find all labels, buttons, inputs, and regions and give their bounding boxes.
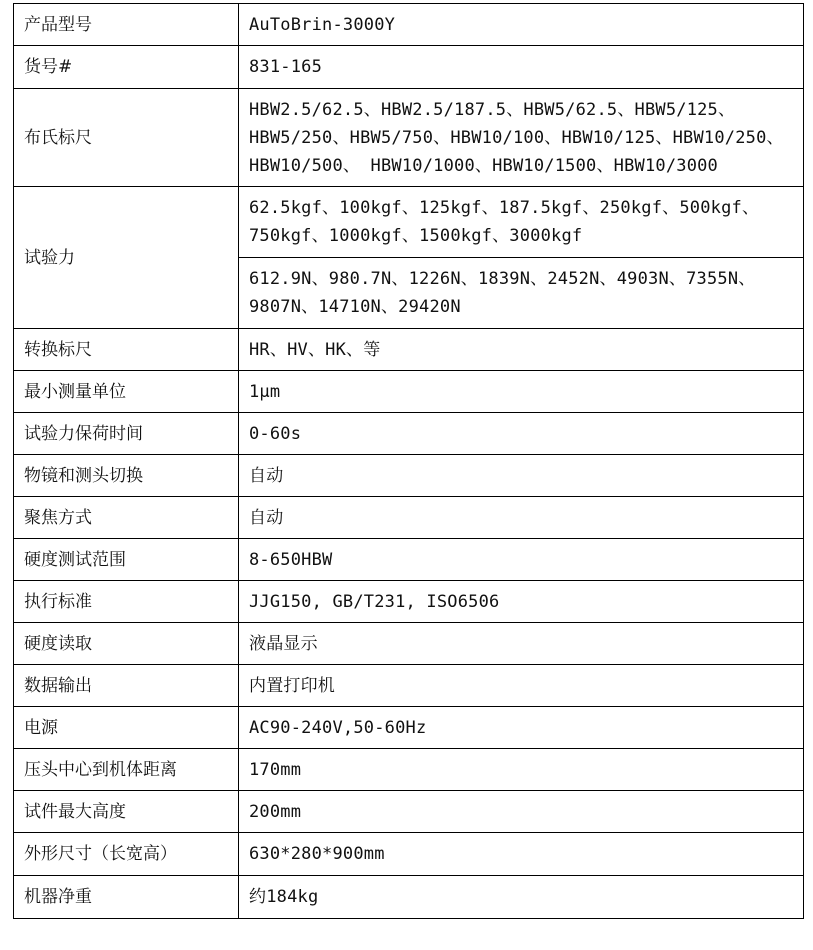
row-value: 8-650HBW <box>239 539 804 581</box>
row-label: 最小测量单位 <box>14 371 239 413</box>
row-label: 数据输出 <box>14 665 239 707</box>
row-label: 执行标准 <box>14 581 239 623</box>
row-value-kgf <box>239 187 804 258</box>
row-label: 硬度读取 <box>14 623 239 665</box>
row-label: 外形尺寸（长宽高） <box>14 833 239 876</box>
table-row <box>14 707 804 749</box>
row-label: 布氏标尺 <box>14 89 239 187</box>
table-row <box>14 749 804 791</box>
row-value: 200mm <box>239 791 804 833</box>
row-value: 内置打印机 <box>239 665 804 707</box>
value-line: HBW5/250、HBW5/750、HBW10/100、HBW10/125、HBW10/250、 <box>249 127 784 148</box>
row-label: 物镜和测头切换 <box>14 455 239 497</box>
value-line: 9807N、14710N、29420N <box>249 297 461 317</box>
row-label: 试验力保荷时间 <box>14 413 239 455</box>
spec-table <box>13 3 804 919</box>
table-row <box>14 497 804 539</box>
table-row <box>14 581 804 623</box>
row-value: JJG150, GB/T231, ISO6506 <box>239 581 804 623</box>
row-value: HR、HV、HK、等 <box>239 329 804 371</box>
table-row <box>14 539 804 581</box>
table-row <box>14 371 804 413</box>
table-row <box>14 329 804 371</box>
value-line: 612.9N、980.7N、1226N、1839N、2452N、4903N、7355N、 <box>249 269 756 289</box>
row-label: 货号# <box>14 46 239 89</box>
table-row <box>14 623 804 665</box>
row-label: 产品型号 <box>14 4 239 46</box>
row-label: 聚焦方式 <box>14 497 239 539</box>
row-value: 液晶显示 <box>239 623 804 665</box>
row-value: AuToBrin-3000Y <box>239 4 804 46</box>
table-row <box>14 455 804 497</box>
table-row <box>14 187 804 258</box>
row-value: 170mm <box>239 749 804 791</box>
value-line: 62.5kgf、100kgf、125kgf、187.5kgf、250kgf、500kgf、 <box>249 198 760 218</box>
row-value: 0-60s <box>239 413 804 455</box>
value-line: 750kgf、1000kgf、1500kgf、3000kgf <box>249 226 583 246</box>
value-line: HBW10/500、 HBW10/1000、HBW10/1500、HBW10/3000 <box>249 155 718 176</box>
row-label: 试验力 <box>14 187 239 329</box>
row-value: 630*280*900mm <box>239 833 804 876</box>
row-label: 机器净重 <box>14 876 239 919</box>
row-value: 1μm <box>239 371 804 413</box>
value-line: HBW2.5/62.5、HBW2.5/187.5、HBW5/62.5、HBW5/125、 <box>249 99 736 120</box>
table-row <box>14 665 804 707</box>
row-value <box>239 89 804 187</box>
table-row <box>14 89 804 187</box>
row-value: AC90-240V,50-60Hz <box>239 707 804 749</box>
row-value: 831-165 <box>239 46 804 89</box>
table-row <box>14 833 804 876</box>
row-label: 试件最大高度 <box>14 791 239 833</box>
row-label: 硬度测试范围 <box>14 539 239 581</box>
row-label: 压头中心到机体距离 <box>14 749 239 791</box>
row-value: 自动 <box>239 497 804 539</box>
row-value: 自动 <box>239 455 804 497</box>
table-row <box>14 4 804 46</box>
table-row <box>14 413 804 455</box>
table-row <box>14 46 804 89</box>
row-value: 约184kg <box>239 876 804 919</box>
row-label: 转换标尺 <box>14 329 239 371</box>
table-row <box>14 791 804 833</box>
table-row <box>14 876 804 919</box>
row-label: 电源 <box>14 707 239 749</box>
row-value-newton <box>239 258 804 329</box>
